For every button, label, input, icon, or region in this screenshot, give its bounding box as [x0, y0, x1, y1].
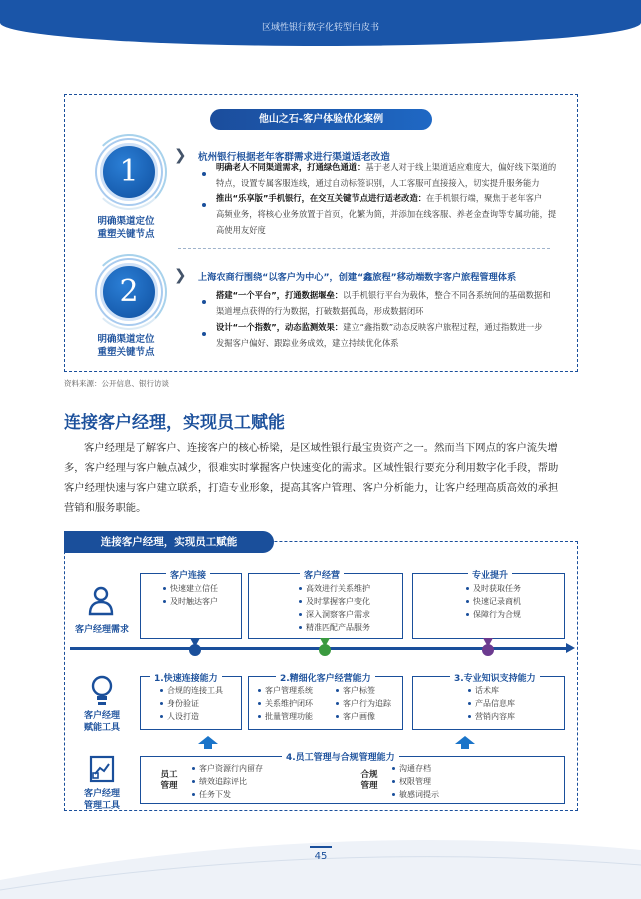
section-title: 连接客户经理，实现员工赋能 — [64, 413, 285, 433]
case-number-2: 2 — [100, 263, 158, 321]
arrow-up-stem — [204, 743, 212, 749]
case-heading-1: 杭州银行根据老年客群需求进行渠道适老改造 — [198, 152, 390, 163]
timeline-dot-green — [319, 644, 331, 656]
mgmt-item: 绩效追踪评比 — [199, 777, 247, 786]
mgmt-item: 敏感词提示 — [399, 790, 439, 799]
mgmt-group-label-2b: 管理 — [360, 781, 378, 791]
tool-item: 关系维护闭环 — [265, 699, 313, 708]
clipboard-icon — [89, 755, 115, 783]
tool-title-professional: 3.专业知识支持能力 — [450, 671, 540, 684]
mgmt-item: 任务下发 — [199, 790, 231, 799]
mgmt-title: 4.员工管理与合规管理能力 — [282, 750, 399, 763]
tool-item: 客户画像 — [343, 712, 375, 721]
row-label-mgmt-1: 客户经理 — [83, 789, 120, 799]
row-label-mgmt-2: 管理工具 — [83, 801, 120, 811]
needs-item: 高效进行关系维护 — [306, 584, 370, 593]
tool-title-operate: 2.精细化客户经营能力 — [276, 671, 375, 684]
case-title: 他山之石-客户体验优化案例 — [210, 109, 432, 130]
case-1-bullet-2-line3: 高使用友好度 — [216, 225, 266, 235]
mgmt-item: 沟通存档 — [399, 764, 431, 773]
mgmt-group-label-1b: 管理 — [160, 781, 178, 791]
case-1-bullet-2-line2: 高频业务，将核心业务放置于首页，化繁为简，并添加在线客服、养老金查询等专属功能，提 — [216, 209, 557, 219]
tool-item: 人设打造 — [167, 712, 199, 721]
case-1-bullet-1-line2: 特点，设置专属客服连线，通过自动标签识别，人工客服可直接接入，切实提升服务能力 — [216, 178, 540, 188]
needs-title-professional: 专业提升 — [468, 568, 512, 581]
case-2-bullet-2-line2: 发掘客户偏好、跟踪业务成效，建立持续优化体系 — [216, 338, 399, 348]
mgmt-group-label-1a: 员工 — [160, 770, 178, 780]
user-icon — [87, 586, 115, 616]
needs-title-operate: 客户经营 — [300, 568, 344, 581]
row-label-needs: 客户经理需求 — [74, 625, 129, 635]
body-para-line3: 客户经理快速与客户建立联系，打造专业形象，提高其客户管理、客户分析能力，让客户经理高质高效的承担 — [64, 482, 559, 494]
divider — [178, 248, 550, 249]
tool-item: 话术库 — [475, 686, 499, 695]
arrow-up-stem — [461, 743, 469, 749]
tool-item: 营销内容库 — [475, 712, 515, 721]
arrow-right-icon — [566, 643, 575, 653]
tool-item: 客户管理系统 — [265, 686, 313, 695]
chevron-right-icon: ❯ — [174, 146, 187, 164]
case-caption-2b: 重塑关键节点 — [97, 347, 155, 358]
needs-item: 快速建立信任 — [170, 584, 218, 593]
tool-title-connect: 1.快速连接能力 — [150, 671, 222, 684]
row-label-tools-1: 客户经理 — [83, 711, 120, 721]
body-para-line2: 多，客户经理与客户触点减少，很难实时掌握客户快速变化的需求。区域性银行要充分利用数字化手段，帮助 — [64, 462, 559, 474]
case-number-1: 1 — [100, 143, 158, 201]
tool-item: 客户行为追踪 — [343, 699, 391, 708]
bullet-icon — [202, 203, 206, 207]
bullet-icon — [202, 332, 206, 336]
row-label-tools-2: 赋能工具 — [83, 723, 120, 733]
needs-item: 精准匹配产品服务 — [306, 623, 370, 632]
needs-item: 及时获取任务 — [473, 584, 521, 593]
page-number: 45 — [314, 851, 328, 862]
timeline-dot-purple — [482, 644, 494, 656]
tool-item: 合规的连接工具 — [167, 686, 223, 695]
case-heading-2: 上海农商行围绕“以客户为中心”，创建“鑫旅程”移动端数字客户旅程管理体系 — [198, 272, 517, 283]
case-2-bullet-1-line2: 渠道埋点获得的行为数据，打破数据孤岛，形成数据闭环 — [216, 306, 424, 316]
header-title: 区域性银行数字化转型白皮书 — [261, 23, 379, 33]
needs-item: 保障行为合规 — [473, 610, 521, 619]
case-1-bullet-1: 明确老人不同渠道需求，打通绿色通道：基于老人对于线上渠道适应难度大，偏好线下渠道的 — [216, 162, 557, 172]
needs-title-connect: 客户连接 — [166, 568, 210, 581]
mgmt-item: 客户资源行内留存 — [199, 764, 263, 773]
timeline-dot-blue — [189, 644, 201, 656]
page-number-rule — [310, 846, 332, 848]
needs-item: 深入洞察客户需求 — [306, 610, 370, 619]
needs-item: 快速记录商机 — [473, 597, 521, 606]
needs-item: 及时触达客户 — [170, 597, 218, 606]
tool-item: 批量管理功能 — [265, 712, 313, 721]
chevron-right-icon: ❯ — [174, 266, 187, 284]
mgmt-item: 权限管理 — [399, 777, 431, 786]
source-note: 资料来源：公开信息、银行访谈 — [64, 379, 169, 388]
case-caption-1a: 明确渠道定位 — [97, 216, 155, 227]
case-caption-2a: 明确渠道定位 — [97, 334, 155, 345]
needs-item: 及时掌握客户变化 — [306, 597, 370, 606]
bullet-icon — [202, 172, 206, 176]
lightbulb-icon — [90, 675, 114, 707]
body-para-line1: 客户经理是了解客户、连接客户的核心桥梁，是区域性银行最宝贵资产之一。然而当下网点的客户流失增 — [84, 442, 558, 454]
tool-item: 客户标签 — [343, 686, 375, 695]
diagram-title: 连接客户经理，实现员工赋能 — [64, 531, 274, 553]
tool-item: 身份验证 — [167, 699, 199, 708]
case-1-bullet-2: 推出“乐享版”手机银行，在交互关键节点进行适老改造：在手机银行端，聚焦于老年客户 — [216, 193, 543, 203]
case-2-bullet-2: 设计“一个指数”，动态监测效果：建立“鑫指数”动态反映客户旅程过程，通过指数进一步 — [216, 322, 543, 332]
tool-item: 产品信息库 — [475, 699, 515, 708]
case-2-bullet-1: 搭建“一个平台”，打通数据堰垒：以手机银行平台为载体，整合不同各系统间的基础数据和 — [216, 290, 551, 300]
bullet-icon — [202, 300, 206, 304]
case-caption-1b: 重塑关键节点 — [97, 229, 155, 240]
body-para-line4: 营销和服务职能。 — [64, 502, 147, 514]
mgmt-group-label-2a: 合规 — [360, 770, 378, 780]
